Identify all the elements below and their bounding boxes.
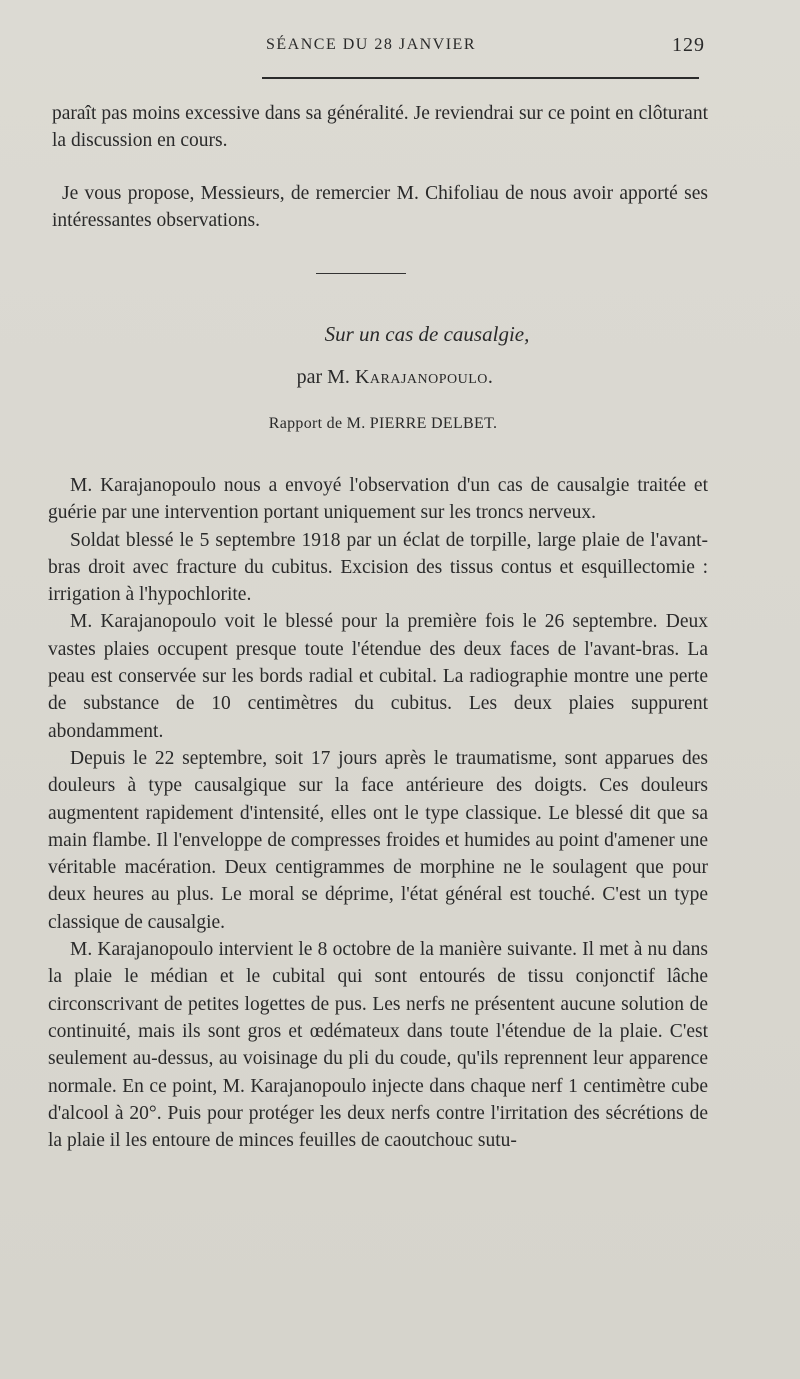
article-report-line: Rapport de M. PIERRE DELBET. bbox=[268, 415, 498, 432]
intro-paragraph-2: Je vous propose, Messieurs, de remercier M. Chifoliau de nous avoir apporté ses intéressantes observations. bbox=[52, 183, 708, 231]
author-prefix: par M. bbox=[296, 366, 355, 388]
body-paragraph: M. Karajanopoulo voit le blessé pour la première fois le 26 septembre. Deux vastes plaies occupent presque toute l'étendue des deux faces de l'avant-bras. La peau est conservée sur les bords radial et cubital. La radiographie montre une perte de substance de 10 centimètres du cubitus. Les deux plaies suppurent abondamment. bbox=[48, 611, 708, 742]
author-name: Karajanopoulo. bbox=[354, 366, 494, 388]
article-author bbox=[0, 366, 795, 389]
header-rule bbox=[262, 77, 699, 79]
body-paragraph: Depuis le 22 septembre, soit 17 jours après le traumatisme, sont apparues des douleurs à type causalgique sur la face antérieure des doigts. Ces douleurs augmentent rapidement d'intensité, elles ont le type classique. Le blessé dit que sa main flambe. Il l'enveloppe de compresses froides et humides au point d'amener une véritable macération. Deux centigrammes de morphine ne le soulagent que pour deux heures au plus. Le moral se déprime, l'état général est touché. C'est un type classique de causalgie. bbox=[48, 747, 708, 933]
body-paragraph: Soldat blessé le 5 septembre 1918 par un éclat de torpille, large plaie de l'avant-bras droit avec fracture du cubitus. Excision des tissus contus et esquillectomie : irrigation à l'hypochlorite. bbox=[48, 529, 708, 606]
section-divider bbox=[316, 273, 406, 274]
body-paragraph: M. Karajanopoulo intervient le 8 octobre de la manière suivante. Il met à nu dans la plaie le médian et le cubital qui sont entourés de tissu conjonctif lâche circonscrivant de petites logettes de pus. Les nerfs ne présentent aucune solution de continuité, mais ils sont gros et œdémateux dans toute l'étendue de la plaie. C'est seulement au-dessus, au voisinage du pli du coude, qu'ils reprennent leur apparence normale. En ce point, M. Karajanopoulo injecte dans chaque nerf 1 centimètre cube d'alcool à 20°. Puis pour protéger les deux nerfs contre l'irritation des sécrétions de la plaie il les entoure de minces feuilles de caoutchouc sutu- bbox=[48, 939, 708, 1152]
running-header bbox=[0, 36, 800, 60]
header-title: SÉANCE DU 28 JANVIER bbox=[266, 36, 476, 53]
article-title: Sur un cas de causalgie, bbox=[324, 322, 530, 346]
article-body bbox=[48, 472, 708, 1154]
body-paragraph: M. Karajanopoulo nous a envoyé l'observation d'un cas de causalgie traitée et guérie par une intervention portant uniquement sur les troncs nerveux. bbox=[48, 475, 708, 524]
page-number: 129 bbox=[672, 34, 705, 56]
intro-paragraph-1: paraît pas moins excessive dans sa généralité. Je reviendrai sur ce point en clôturant la discussion en cours. bbox=[52, 103, 708, 151]
